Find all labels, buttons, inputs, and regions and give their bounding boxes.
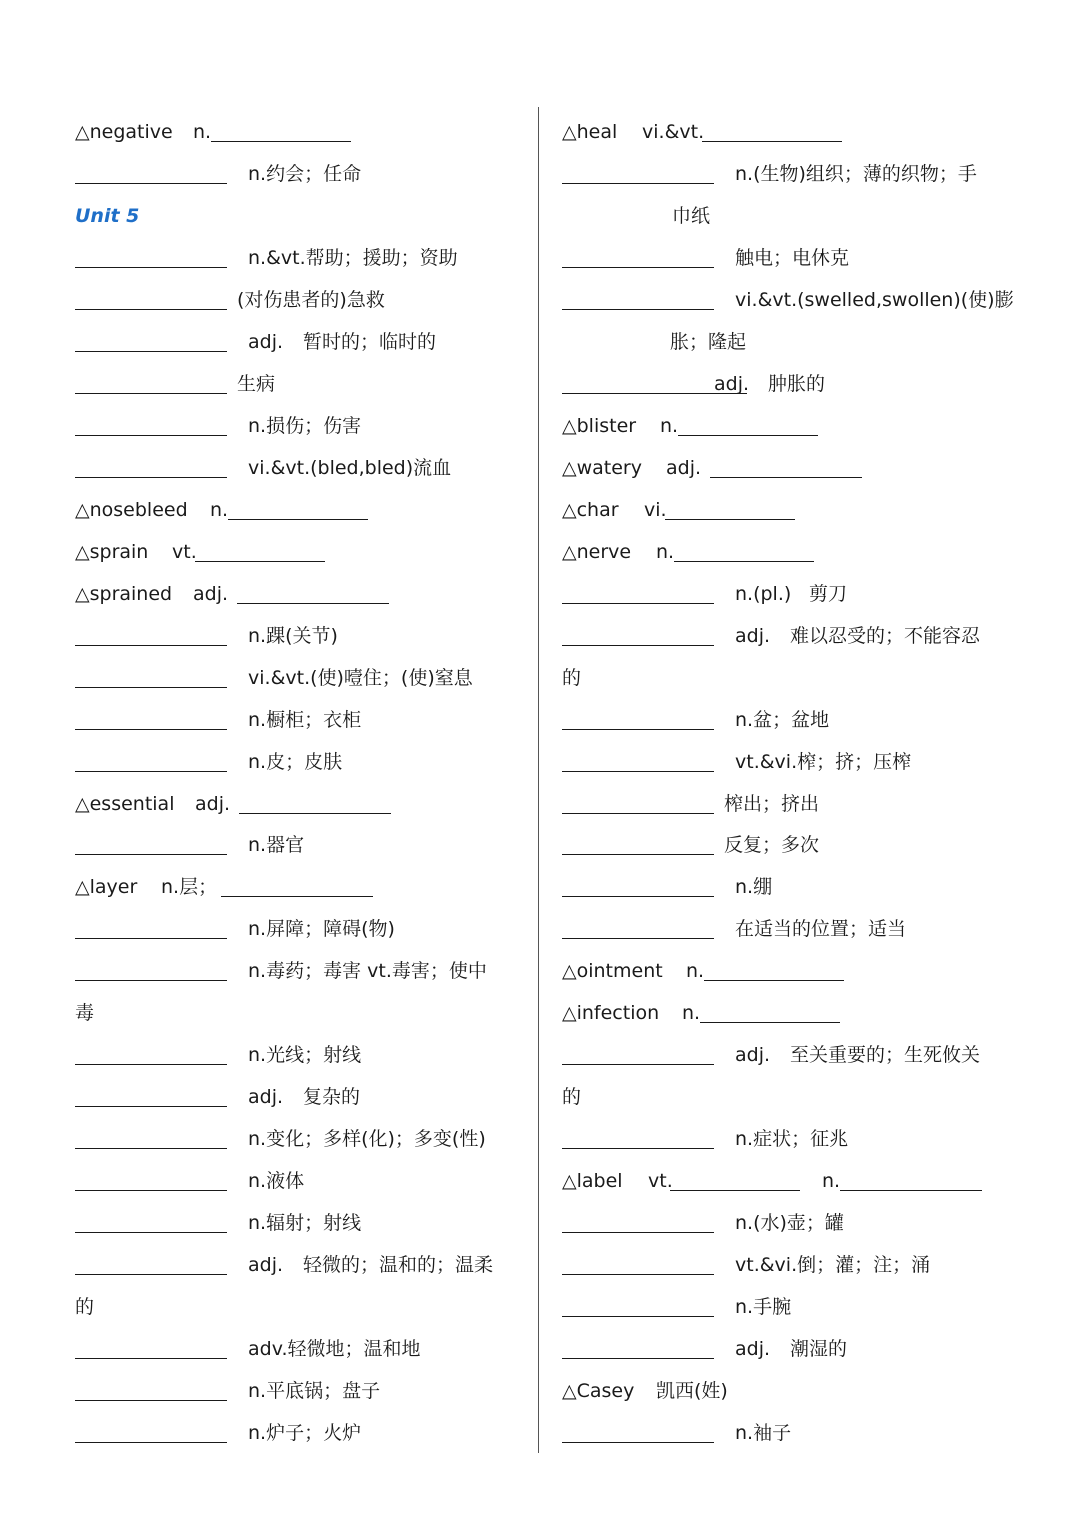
vocab-text: 凯西(姓) <box>656 1380 728 1403</box>
vocab-text: adv.轻微地；温和地 <box>248 1338 421 1361</box>
vocab-row <box>75 1252 525 1278</box>
vocab-text: △infection <box>562 1002 660 1025</box>
answer-blank[interactable] <box>562 896 714 897</box>
answer-blank[interactable] <box>562 771 714 772</box>
vocab-text: n. <box>686 960 705 983</box>
vocab-text: △negative <box>75 121 173 143</box>
vocab-text: n.炉子；火炉 <box>248 1422 362 1445</box>
vocab-row <box>75 749 525 775</box>
vocab-text: n.液体 <box>248 1170 305 1193</box>
vocab-text: n.辐射；射线 <box>248 1212 362 1235</box>
vocab-text: n.毒药；毒害 vt.毒害；使中 <box>248 960 487 983</box>
vocab-row <box>75 707 525 733</box>
vocab-text: n.皮；皮肤 <box>248 750 343 773</box>
vocab-row <box>562 119 1012 145</box>
answer-blank[interactable] <box>670 1190 800 1191</box>
vocab-text: vt. <box>172 540 197 563</box>
answer-blank[interactable] <box>75 435 227 436</box>
vocab-text: adj. <box>735 1338 771 1361</box>
vocab-text: n.层； <box>161 876 218 899</box>
vocab-text: 巾纸 <box>672 204 711 227</box>
vocab-text: n.平底锅；盘子 <box>248 1380 381 1403</box>
answer-blank[interactable] <box>75 980 227 981</box>
vocab-row <box>75 413 525 439</box>
vocab-text: vt.&vi.倒；灌；注；涌 <box>735 1254 931 1277</box>
vocab-text: △watery <box>562 456 642 479</box>
vocab-text: adj. <box>735 1044 771 1067</box>
answer-blank[interactable] <box>700 1022 840 1023</box>
vocab-text: n.绷 <box>735 876 773 899</box>
answer-blank[interactable] <box>75 1400 227 1401</box>
vocab-text: △sprain <box>75 540 149 563</box>
vocab-text: n.(生物)组织；薄的织物；手 <box>735 162 977 185</box>
vocab-row <box>75 455 525 481</box>
vocab-text: n.变化；多样(化)；多变(性) <box>248 1128 486 1151</box>
answer-blank[interactable] <box>75 1358 227 1359</box>
vocab-row <box>75 329 525 355</box>
answer-blank[interactable] <box>562 1274 714 1275</box>
vocab-text: n. <box>193 121 212 143</box>
vocab-text: adj. <box>666 456 702 479</box>
vocab-text: adj. <box>248 1254 284 1277</box>
answer-blank[interactable] <box>75 1190 227 1191</box>
answer-blank[interactable] <box>75 771 227 772</box>
answer-blank[interactable] <box>562 938 714 939</box>
vocab-row <box>75 958 525 984</box>
answer-blank[interactable] <box>75 351 227 352</box>
answer-blank[interactable] <box>237 603 389 604</box>
vocab-row <box>562 791 1012 817</box>
vocab-row <box>562 707 1012 733</box>
unit-heading <box>75 203 525 229</box>
answer-blank[interactable] <box>562 183 714 184</box>
vocab-row <box>75 119 525 145</box>
answer-blank[interactable] <box>195 561 325 562</box>
vocab-row <box>75 245 525 271</box>
vocab-text: n.(pl.) <box>735 582 792 605</box>
vocab-row <box>562 916 1012 942</box>
vocab-row <box>562 329 1012 355</box>
vocab-text: △blister <box>562 414 637 437</box>
vocab-row <box>75 371 525 397</box>
answer-blank[interactable] <box>562 729 714 730</box>
vocab-text: n. <box>210 498 229 521</box>
vocab-text: n. <box>822 1170 841 1193</box>
vocab-row <box>75 161 525 187</box>
vocab-text: n. <box>660 414 679 437</box>
vocab-text: vt.&vi.榨；挤；压榨 <box>735 750 912 773</box>
vocab-row <box>75 1336 525 1362</box>
vocab-text: adj. <box>248 1086 284 1109</box>
vocab-row <box>75 1420 525 1446</box>
vocab-text: 的 <box>562 666 582 689</box>
answer-blank[interactable] <box>562 267 714 268</box>
answer-blank[interactable] <box>562 309 714 310</box>
vocab-row <box>75 1168 525 1194</box>
vocab-text: △label <box>562 1170 623 1193</box>
vocab-row <box>75 1294 525 1320</box>
vocab-row <box>75 1210 525 1236</box>
vocab-text: n.屏障；障碍(物) <box>248 918 395 941</box>
answer-blank[interactable] <box>221 896 373 897</box>
answer-blank[interactable] <box>75 1232 227 1233</box>
answer-blank[interactable] <box>665 519 795 520</box>
vocab-text: n.踝(关节) <box>248 624 338 647</box>
answer-blank[interactable] <box>75 938 227 939</box>
vocab-text: n.袖子 <box>735 1422 792 1445</box>
answer-blank[interactable] <box>75 393 227 394</box>
vocab-text: n.盆；盆地 <box>735 708 830 731</box>
answer-blank[interactable] <box>562 645 714 646</box>
vocab-text: △Casey <box>562 1380 635 1403</box>
answer-blank[interactable] <box>562 1148 714 1149</box>
vocab-text: n.症状；征兆 <box>735 1128 849 1151</box>
vocab-text: △essential <box>75 792 175 815</box>
answer-blank[interactable] <box>840 1190 982 1191</box>
vocab-text: vi.&vt.(swelled,swollen)(使)膨 <box>735 288 1014 311</box>
vocab-row <box>562 832 1012 858</box>
answer-blank[interactable] <box>704 980 844 981</box>
vocab-text: 复杂的 <box>303 1086 361 1109</box>
vocab-row <box>562 1126 1012 1152</box>
vocab-text: 毒 <box>75 1002 95 1025</box>
vocab-row <box>562 1210 1012 1236</box>
answer-blank[interactable] <box>702 141 842 142</box>
answer-blank[interactable] <box>562 854 714 855</box>
vocab-row <box>75 497 525 523</box>
answer-blank[interactable] <box>562 1316 714 1317</box>
vocab-text: △ointment <box>562 960 663 983</box>
vocab-text: vt. <box>648 1170 673 1193</box>
answer-blank[interactable] <box>75 1274 227 1275</box>
vocab-row <box>75 1042 525 1068</box>
vocab-text: △nosebleed <box>75 498 188 521</box>
vocab-row <box>562 1042 1012 1068</box>
vocab-text: 剪刀 <box>809 582 848 605</box>
vocab-text: n.(水)壶；罐 <box>735 1212 844 1235</box>
vocab-row <box>75 832 525 858</box>
vocab-text: vi.&vt. <box>642 121 705 143</box>
vocab-text: △char <box>562 498 619 521</box>
vocab-row <box>562 455 1012 481</box>
vocab-row <box>562 1336 1012 1362</box>
vocab-row <box>562 1378 1012 1404</box>
answer-blank[interactable] <box>562 1442 714 1443</box>
vocab-text: 生病 <box>237 372 276 395</box>
vocab-row <box>75 1378 525 1404</box>
answer-blank[interactable] <box>562 1358 714 1359</box>
vocab-text: n.手腕 <box>735 1296 792 1319</box>
vocab-text: adj. <box>714 372 750 395</box>
vocab-row <box>75 539 525 565</box>
vocab-text: vi.&vt.(使)噎住；(使)窒息 <box>248 666 473 689</box>
vocab-text: 至关重要的；生死攸关 <box>790 1044 981 1067</box>
vocab-text: 反复；多次 <box>724 834 820 857</box>
vocab-row <box>562 1084 1012 1110</box>
answer-blank[interactable] <box>678 435 818 436</box>
answer-blank[interactable] <box>75 729 227 730</box>
vocab-row <box>562 1000 1012 1026</box>
answer-blank[interactable] <box>75 267 227 268</box>
vocab-text: △layer <box>75 876 138 899</box>
vocab-text: adj. <box>248 330 284 353</box>
answer-blank[interactable] <box>562 1064 714 1065</box>
vocab-text: n.约会；任命 <box>248 162 362 185</box>
vocab-text: 暂时的；临时的 <box>303 330 437 353</box>
vocab-text: n.器官 <box>248 834 305 857</box>
vocab-row <box>562 958 1012 984</box>
vocab-row <box>562 1294 1012 1320</box>
vocab-text: 难以忍受的；不能容忍 <box>790 624 981 647</box>
vocab-text: △heal <box>562 121 618 143</box>
vocab-row <box>75 874 525 900</box>
vocab-text: vi.&vt.(bled,bled)流血 <box>248 456 452 479</box>
answer-blank[interactable] <box>75 183 227 184</box>
vocab-text: 触电；电休克 <box>735 246 850 269</box>
answer-blank[interactable] <box>674 561 814 562</box>
vocab-row <box>75 287 525 313</box>
answer-blank[interactable] <box>75 1148 227 1149</box>
vocab-text: 的 <box>75 1296 95 1319</box>
answer-blank[interactable] <box>75 645 227 646</box>
answer-blank[interactable] <box>239 813 391 814</box>
vocab-text: △nerve <box>562 540 632 563</box>
vocab-row <box>75 581 525 607</box>
vocab-text: vi. <box>644 498 667 521</box>
vocab-text: △sprained <box>75 582 173 605</box>
vocab-row <box>75 623 525 649</box>
vocab-row <box>562 1252 1012 1278</box>
vocab-text: 轻微的；温和的；温柔 <box>303 1254 494 1277</box>
vocab-text: (对伤患者的)急救 <box>237 288 385 311</box>
vocab-row <box>75 916 525 942</box>
answer-blank[interactable] <box>211 141 351 142</box>
vocab-row <box>562 623 1012 649</box>
answer-blank[interactable] <box>75 1442 227 1443</box>
vocab-row <box>562 874 1012 900</box>
column-divider <box>538 107 539 1453</box>
vocab-row <box>75 665 525 691</box>
vocab-row <box>562 245 1012 271</box>
vocab-text: 潮湿的 <box>790 1338 848 1361</box>
vocab-row <box>562 203 1012 229</box>
vocab-text: n. <box>656 540 675 563</box>
vocab-row <box>562 161 1012 187</box>
vocab-text: n. <box>682 1002 701 1025</box>
vocab-row <box>562 749 1012 775</box>
vocab-text: n.橱柜；衣柜 <box>248 708 362 731</box>
vocab-row <box>562 665 1012 691</box>
answer-blank[interactable] <box>75 687 227 688</box>
vocab-text: n.损伤；伤害 <box>248 414 362 437</box>
answer-blank[interactable] <box>562 1232 714 1233</box>
vocab-row <box>562 371 1012 397</box>
answer-blank[interactable] <box>75 477 227 478</box>
answer-blank[interactable] <box>75 1064 227 1065</box>
answer-blank[interactable] <box>562 603 714 604</box>
vocab-row <box>562 413 1012 439</box>
vocab-row <box>562 581 1012 607</box>
vocab-text: n.&vt.帮助；援助；资助 <box>248 246 458 269</box>
vocab-row <box>562 1420 1012 1446</box>
vocab-row <box>75 1084 525 1110</box>
vocab-text: adj. <box>193 582 229 605</box>
answer-blank[interactable] <box>75 854 227 855</box>
vocab-text: 的 <box>562 1086 582 1109</box>
answer-blank[interactable] <box>75 309 227 310</box>
vocab-text: 胀；隆起 <box>670 330 747 353</box>
vocab-text: 肿胀的 <box>768 372 826 395</box>
vocab-text: 在适当的位置；适当 <box>735 918 907 941</box>
vocab-text: n.光线；射线 <box>248 1044 362 1067</box>
answer-blank[interactable] <box>228 519 368 520</box>
vocab-text: adj. <box>195 792 231 815</box>
answer-blank[interactable] <box>710 477 862 478</box>
answer-blank[interactable] <box>562 813 714 814</box>
vocab-text: 榨出；挤出 <box>724 792 820 815</box>
answer-blank[interactable] <box>75 1106 227 1107</box>
unit-title: Unit 5 <box>75 204 140 227</box>
vocab-row <box>562 1168 1012 1194</box>
vocab-row <box>562 497 1012 523</box>
vocab-row <box>562 287 1012 313</box>
vocab-row <box>75 1000 525 1026</box>
vocab-row <box>75 1126 525 1152</box>
vocab-text: adj. <box>735 624 771 647</box>
vocab-row <box>562 539 1012 565</box>
vocab-row <box>75 791 525 817</box>
